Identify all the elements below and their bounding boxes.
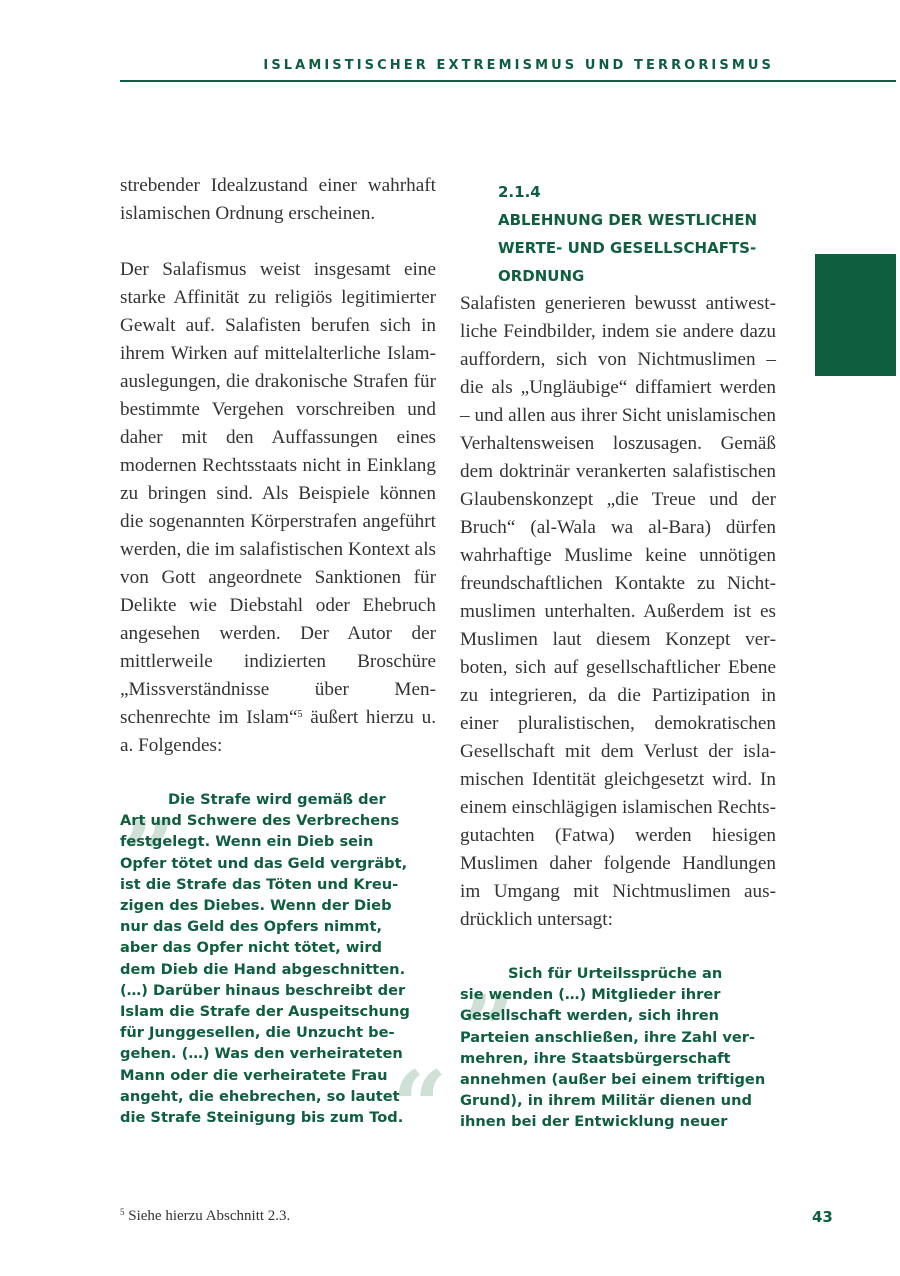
- quote-block-strafen: [120, 745, 448, 1163]
- footnote-text: Siehe hierzu Abschnitt 2.3.: [124, 1208, 291, 1224]
- quote-line: Grund), in ihrem Militär dienen und: [460, 1092, 752, 1110]
- paragraph-salafismus-end: äußert hierzu u. a. Folgendes:: [120, 707, 437, 756]
- quote-line: Art und Schwere des Verbrechens: [120, 812, 400, 830]
- quote-line: Opfer tötet und das Geld vergräbt,: [120, 854, 408, 872]
- section-title-line: WERTE- UND GESELLSCHAFTS-: [498, 239, 757, 257]
- page-number: 43: [812, 1208, 833, 1226]
- quote-line: Die Strafe wird gemäß der: [168, 791, 386, 808]
- quote-line: (…) Darüber hinaus beschreibt der: [120, 981, 406, 999]
- quote-line: Parteien anschließen, ihre Zahl ver-: [460, 1028, 756, 1046]
- quote-open-icon: „: [462, 919, 518, 1032]
- quote-line: angeht, die ehebrechen, so lautet: [120, 1087, 400, 1105]
- quote-line: zigen des Diebes. Wenn der Dieb: [120, 897, 392, 915]
- right-column: [460, 172, 776, 1133]
- quote-text: [120, 789, 436, 1128]
- quote-text: [460, 963, 776, 1133]
- quote-line: ihnen bei der Entwicklung neuer: [460, 1113, 728, 1131]
- quote-line: nur das Geld des Opfers nimmt,: [120, 918, 383, 936]
- running-header: [120, 56, 896, 82]
- quote-line: die Strafe Steinigung bis zum Tod.: [120, 1109, 404, 1127]
- footnote-reference[interactable]: 5: [297, 709, 303, 720]
- paragraph-continuation: strebender Idealzustand einer wahrhaft islamischen Ordnung erscheinen.: [120, 175, 436, 224]
- left-column: [120, 172, 448, 1163]
- section-title-line: ABLEHNUNG DER WESTLICHEN: [498, 211, 758, 229]
- chapter-side-tab: [815, 254, 896, 376]
- quote-line: dem Dieb die Hand abgeschnitten.: [120, 960, 406, 978]
- section-number: 2.1.4: [498, 183, 541, 201]
- quote-close-icon: “: [392, 1050, 448, 1163]
- quote-line: aber das Opfer nicht tötet, wird: [120, 939, 383, 957]
- quote-line: Islam die Strafe der Auspeitschung: [120, 1003, 410, 1021]
- quote-line: sie wenden (…) Mitglieder ihrer: [460, 986, 721, 1004]
- quote-line: gehen. (…) Was den verheirateten: [120, 1045, 403, 1063]
- quote-line: ist die Strafe das Töten und Kreu-: [120, 875, 399, 893]
- footnote-number: 5: [120, 1207, 125, 1217]
- quote-open-icon: „: [122, 745, 178, 858]
- quote-line: festgelegt. Wenn ein Dieb sein: [120, 833, 374, 851]
- section-heading: [498, 178, 776, 290]
- paragraph-salafismus: [120, 256, 436, 760]
- paragraph-feindbilder: Salafisten generieren bewusst antiwestliche Feindbilder, indem sie andere dazu auffordern, sich von Nichtmuslimen – die als „Ungläubige“ diffamiert werden – und allen aus ihrer Sicht unislamischen Verhaltensweisen loszusagen. Gemäß dem doktrinär verankerten salafistischen Glaubenskonzept „die Treue und der Bruch“ (al-Wala wa al-Bara) dürfen wahrhaftige Muslime keine unnötigen freundschaftlichen Kontakte zu Nichtmuslimen unterhalten. Außerdem ist es Muslimen laut diesem Konzept verboten, sich auf gesellschaftlicher Ebene zu integrieren, da die Partizipation in einer pluralistischen, demokratischen Gesellschaft mit dem Verlust der islamischen Identität gleichgesetzt wird. In einem einschlägigen islamischen Rechtsgutachten (Fatwa) werden hiesigen Muslimen daher folgende Handlungen im Umgang mit Nichtmuslimen ausdrücklich untersagt:: [460, 293, 776, 930]
- quote-line: Mann oder die verheiratete Frau: [120, 1066, 388, 1084]
- running-header-title: ISLAMISTISCHER EXTREMISMUS UND TERRORISMUS: [263, 58, 774, 73]
- quote-line: für Junggesellen, die Unzucht be-: [120, 1024, 395, 1042]
- paragraph-salafismus-text: Der Salafismus weist insgesamt eine starke Affinität zu religiös legitimierter Gewalt auf. Salafisten berufen sich in ihrem Wirken auf mittelalterliche Islamauslegungen, die drakonische Strafen für bestimmte Vergehen vorschreiben und daher mit den Auffassungen eines modernen Rechtsstaats nicht in Einklang zu bringen sind. Als Beispiele können die sogenannten Körperstrafen angeführt werden, die im salafistischen Kontext als von Gott angeordnete Sanktionen für Delikte wie Diebstahl oder Ehebruch angesehen werden. Der Autor der mittlerweile indizierten Broschüre „Missverständnisse über Menschenrechte im Islam“: [120, 259, 436, 728]
- quote-line: Gesellschaft werden, sich ihren: [460, 1007, 720, 1025]
- quote-line: Sich für Urteilssprüche an: [508, 965, 723, 982]
- quote-block-fatwa: [460, 919, 776, 1133]
- quote-line: mehren, ihre Staatsbürgerschaft: [460, 1049, 731, 1067]
- footnote: [120, 1208, 290, 1225]
- quote-line: annehmen (außer bei einem triftigen: [460, 1071, 766, 1089]
- section-title-line: ORDNUNG: [498, 267, 585, 285]
